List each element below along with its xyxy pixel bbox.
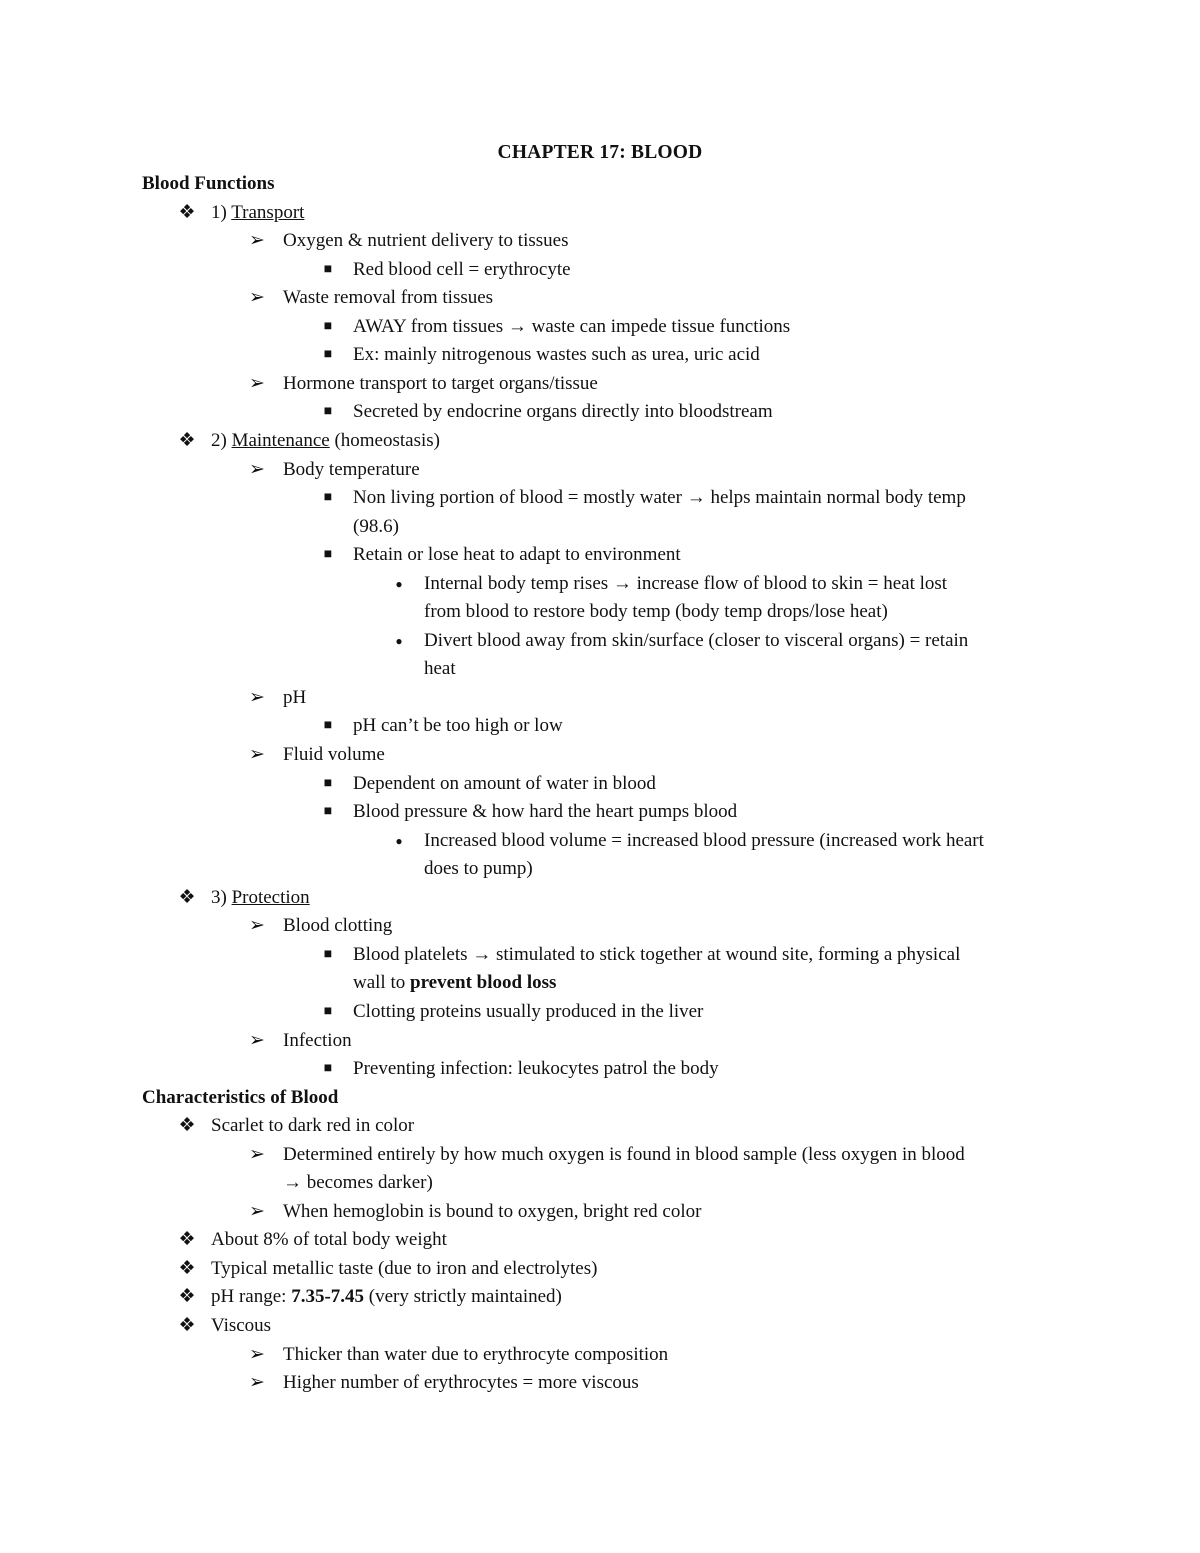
text-prefix: Viscous [211,1315,272,1336]
item-text: Red blood cell = erythrocyte [353,258,571,280]
square-bullet-icon: ■ [323,775,333,791]
item-text: Dependent on amount of water in blood [353,772,656,794]
item-text [211,1283,562,1312]
text-prefix: Scarlet to dark red in color [211,1115,415,1137]
arrow-bullet-icon: ➢ [249,458,265,480]
text-suffix: (homeostasis) [329,429,440,451]
item-text [211,1226,447,1255]
diamond-bullet-icon: ❖ [178,1286,196,1308]
text-prefix: About 8% of total body weight [211,1229,447,1251]
underlined-term: Protection [231,886,310,908]
item-text: Hormone transport to target organs/tissue [283,372,598,394]
item-text [211,1312,271,1341]
arrow-bullet-icon: ➢ [249,1343,265,1365]
item-text: Body temperature [283,458,420,480]
item-text: AWAY from tissues → waste can impede tissue functions [353,315,791,337]
arrow-bullet-icon: ➢ [249,1200,265,1222]
item-text: Blood pressure & how hard the heart pumps blood [353,801,738,823]
item-text: Oxygen & nutrient delivery to tissues [283,230,569,252]
item-text: Thicker than water due to erythrocyte composition [283,1343,669,1365]
square-bullet-icon: ■ [323,404,333,420]
diamond-bullet-icon: ❖ [178,1257,196,1279]
item-text: pH can’t be too high or low [353,715,563,737]
item-text: Determined entirely by how much oxygen is found in blood sample (less oxygen in blood [283,1143,965,1165]
diamond-bullet-icon: ❖ [178,1115,196,1137]
item-text: Blood platelets → stimulated to stick together at wound site, forming a physical [353,943,961,965]
text-prefix: 2) [211,429,232,451]
square-bullet-icon: ■ [323,261,333,277]
item-text: Ex: mainly nitrogenous wastes such as urea, uric acid [353,344,760,366]
arrow-bullet-icon: ➢ [249,744,265,765]
arrow-bullet-icon: ➢ [249,287,265,309]
item-text: (98.6) [353,515,399,537]
item-text [211,884,310,913]
diamond-bullet-icon: ❖ [178,1229,196,1251]
item-text: Increased blood volume = increased blood pressure (increased work heart [424,829,984,851]
square-bullet-icon: ■ [323,547,333,563]
item-text: Internal body temp rises → increase flow of blood to skin = heat lost [424,572,948,594]
square-bullet-icon: ■ [323,946,333,962]
arrow-bullet-icon: ➢ [249,1143,265,1165]
item-text: Blood clotting [283,915,393,937]
item-text [211,199,304,228]
item-text: does to pump) [424,858,533,880]
bold-term: 7.35-7.45 [291,1286,365,1308]
square-bullet-icon: ■ [323,1003,333,1019]
diamond-bullet-icon: ❖ [178,1315,196,1336]
arrow-bullet-icon: ➢ [249,686,265,708]
item-text [211,1255,597,1284]
dot-bullet-icon: ● [395,833,403,848]
item-text: Preventing infection: leukocytes patrol the body [353,1058,719,1080]
diamond-bullet-icon: ❖ [178,429,196,451]
square-bullet-icon: ■ [323,490,333,506]
arrow-bullet-icon: ➢ [249,1029,265,1051]
square-bullet-icon: ■ [323,347,333,363]
page-title: CHAPTER 17: BLOOD [497,142,703,163]
item-text [211,427,440,456]
diamond-bullet-icon: ❖ [178,886,196,908]
item-text: from blood to restore body temp (body temp drops/lose heat) [424,601,888,623]
arrow-bullet-icon: ➢ [249,1372,265,1394]
item-text: Secreted by endocrine organs directly into bloodstream [353,401,773,423]
dot-bullet-icon: ● [395,576,403,591]
underlined-term: Maintenance [231,429,330,451]
text-prefix: wall to [353,972,410,994]
underlined-term: Transport [231,201,305,223]
dot-bullet-icon: ● [395,633,403,648]
item-text: Higher number of erythrocytes = more viscous [283,1372,639,1394]
text-prefix: 3) [211,886,232,908]
square-bullet-icon: ■ [323,718,333,734]
item-text: Blood Functions [142,173,275,194]
item-text: When hemoglobin is bound to oxygen, bright red color [283,1200,702,1222]
item-text [211,1112,414,1141]
item-text: Characteristics of Blood [142,1086,339,1108]
text-suffix: (very strictly maintained) [364,1286,562,1308]
square-bullet-icon: ■ [323,804,333,820]
square-bullet-icon: ■ [323,1061,333,1077]
item-text: Infection [283,1029,352,1051]
item-text: Waste removal from tissues [283,287,494,309]
square-bullet-icon: ■ [323,318,333,334]
item-text: heat [424,658,456,680]
item-text: Divert blood away from skin/surface (closer to visceral organs) = retain [424,629,969,651]
text-prefix: Typical metallic taste (due to iron and electrolytes) [211,1257,598,1279]
item-text [353,969,556,998]
bold-term: prevent blood loss [410,972,557,994]
item-text: pH [283,686,307,708]
item-text: Non living portion of blood = mostly water → helps maintain normal body temp [353,487,966,509]
item-text: Fluid volume [283,744,385,765]
arrow-bullet-icon: ➢ [249,230,265,252]
text-prefix: pH range: [211,1286,292,1308]
arrow-bullet-icon: ➢ [249,372,265,394]
diamond-bullet-icon: ❖ [178,201,196,223]
item-text: Clotting proteins usually produced in the liver [353,1000,704,1022]
text-prefix: 1) [211,201,232,223]
item-text: Retain or lose heat to adapt to environment [353,544,681,566]
item-text: → becomes darker) [283,1172,433,1194]
arrow-bullet-icon: ➢ [249,915,265,937]
